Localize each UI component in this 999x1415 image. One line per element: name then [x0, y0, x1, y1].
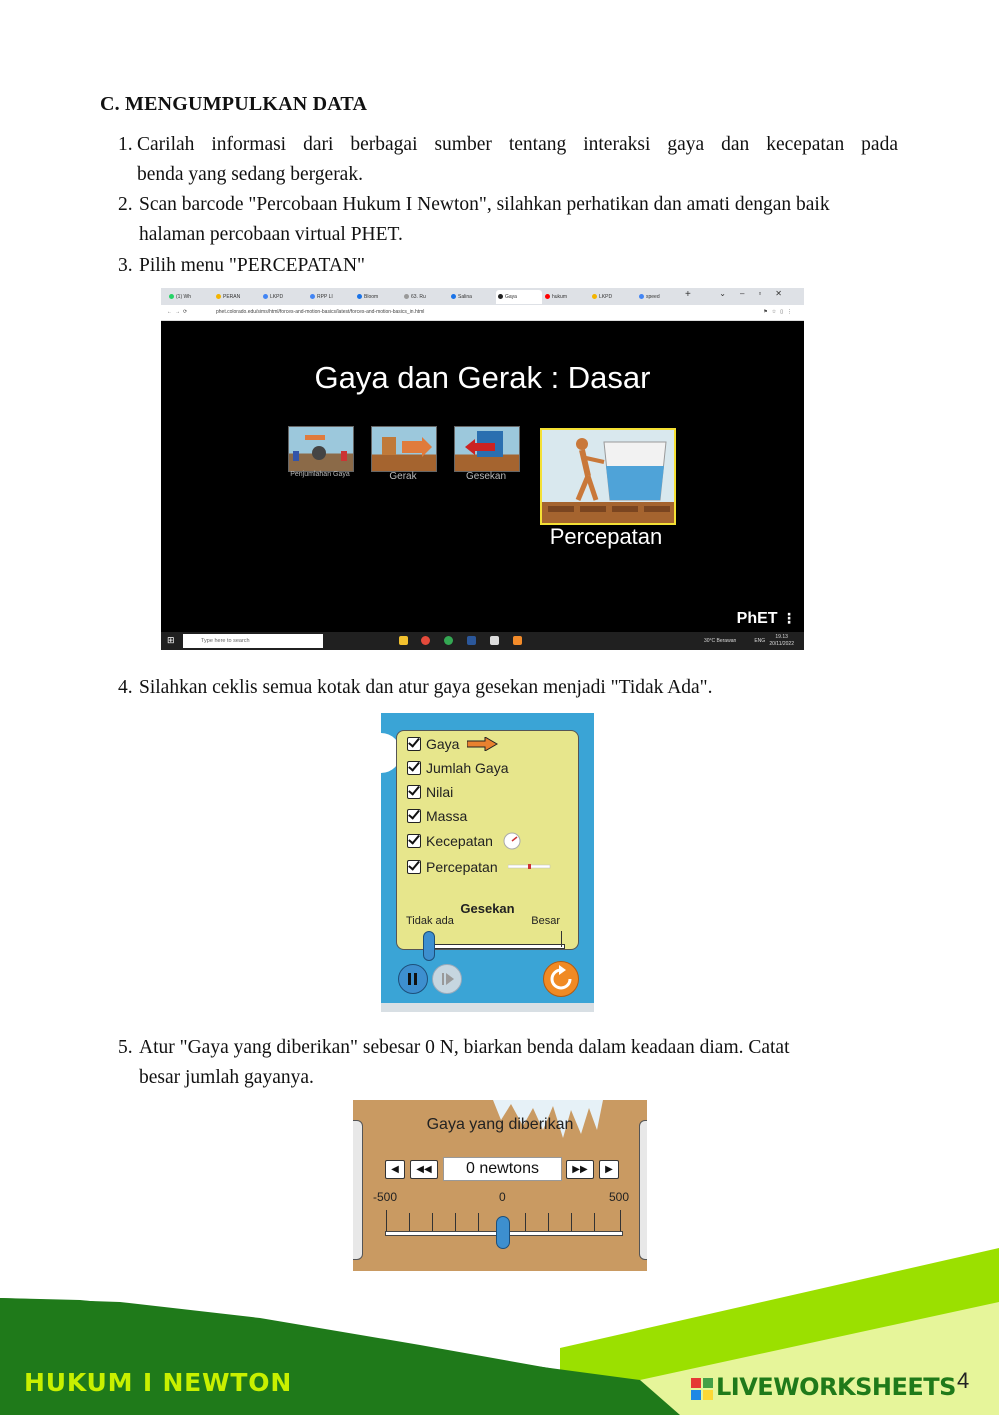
step-button[interactable]: [432, 964, 462, 994]
instruction-3: [118, 251, 718, 281]
windows-taskbar: [161, 632, 804, 650]
language-indicator[interactable]: ENG: [754, 638, 766, 644]
screen-thumb-gerak[interactable]: [371, 426, 437, 472]
applied-force-value[interactable]: 0 newtons: [443, 1157, 562, 1181]
screen-label-gerak[interactable]: Gerak: [389, 471, 417, 482]
tab-favicon-icon: [498, 294, 503, 299]
address-bar[interactable]: [161, 305, 804, 321]
browser-tab[interactable]: (1) Wh: [167, 290, 213, 304]
slider-tick: [478, 1213, 479, 1231]
phet-logo[interactable]: PhET ⋮: [736, 610, 796, 627]
pause-icon: [399, 965, 427, 993]
browser-tools-icon[interactable]: ⚑☆▯⋮: [763, 309, 796, 315]
tug-of-war-icon: [289, 427, 353, 471]
instruction-4: [118, 673, 918, 703]
instruction-1: [118, 130, 898, 190]
tab-favicon-icon: [639, 294, 644, 299]
slider-mid-label: 0: [499, 1190, 506, 1204]
instruction-text: Silahkan ceklis semua kotak dan atur gaya gesekan menjadi "Tidak Ada".: [139, 677, 713, 698]
instruction-2: [118, 190, 918, 250]
browser-tab[interactable]: speed: [637, 290, 683, 304]
slider-tick: [409, 1213, 410, 1231]
instruction-text: Carilah informasi dari berbagai sumber tentang interaksi gaya dan kecepatan pada: [137, 134, 898, 155]
taskbar-search-input[interactable]: Type here to search: [183, 634, 323, 648]
instruction-text: benda yang sedang bergerak.: [137, 164, 363, 185]
tab-favicon-icon: [169, 294, 174, 299]
instruction-text: Pilih menu "PERCEPATAN": [139, 255, 366, 276]
controls-panel: [396, 730, 579, 950]
screen-thumb-percepatan[interactable]: [540, 428, 676, 525]
friction-title: Gesekan: [460, 901, 515, 916]
screen-thumb-penjumlahan-gaya[interactable]: [288, 426, 354, 472]
instruction-text: besar jumlah gayanya.: [139, 1067, 314, 1088]
slider-tick: [561, 931, 562, 947]
browser-tab[interactable]: LKPD: [261, 290, 307, 304]
slider-tick: [432, 1213, 433, 1231]
instruction-text: halaman percobaan virtual PHET.: [139, 224, 403, 245]
reset-icon: [544, 962, 578, 996]
tab-favicon-icon: [216, 294, 221, 299]
checkbox-kecepatan[interactable]: Kecepatan: [407, 832, 523, 850]
force-arrow-icon: [467, 737, 499, 751]
browser-tab[interactable]: hukum: [543, 290, 589, 304]
weather-text: 30°C Berawan: [703, 638, 737, 644]
friction-slider-thumb[interactable]: [423, 931, 435, 961]
browser-tab[interactable]: Salina: [449, 290, 495, 304]
tab-favicon-icon: [545, 294, 550, 299]
decrease-large-button[interactable]: ◀◀: [410, 1160, 438, 1179]
checkbox-gaya[interactable]: Gaya: [407, 735, 499, 753]
browser-tab-active[interactable]: Gaya: [496, 290, 542, 304]
app-icon[interactable]: [513, 636, 522, 645]
applied-force-title: Gaya yang diberikan: [426, 1116, 574, 1133]
windows-start-icon[interactable]: ⊞: [167, 635, 175, 645]
tab-favicon-icon: [263, 294, 268, 299]
tab-favicon-icon: [451, 294, 456, 299]
step-icon: [433, 965, 461, 993]
slider-tick: [455, 1213, 456, 1231]
browser-tab[interactable]: PERAN: [214, 290, 260, 304]
decrease-small-button[interactable]: ◀: [385, 1160, 405, 1179]
slider-tick: [386, 1210, 387, 1232]
window-controls-icon[interactable]: ⌄–▫✕: [719, 289, 796, 298]
screen-thumb-gesekan[interactable]: [454, 426, 520, 472]
liveworksheets-brand: LIVEWORKSHEETS: [716, 1373, 956, 1401]
paint-icon[interactable]: [490, 636, 499, 645]
slider-tick: [525, 1213, 526, 1231]
checkbox-percepatan[interactable]: Percepatan: [407, 858, 552, 876]
friction-max-label: Besar: [531, 915, 560, 927]
browser-tab[interactable]: LKPD: [590, 290, 636, 304]
checkbox-massa[interactable]: Massa: [407, 807, 467, 825]
slider-tick: [548, 1213, 549, 1231]
instruction-text: Scan barcode "Percobaan Hukum I Newton", silahkan perhatikan dan amati dengan baik: [139, 194, 830, 215]
browser-tab-bar: [161, 288, 804, 305]
section-heading: C. MENGUMPULKAN DATA: [100, 93, 368, 115]
url-text[interactable]: phet.colorado.edu/sims/html/forces-and-motion-basics/latest/forces-and-motion-basics_in.html: [216, 309, 425, 315]
friction-min-label: Tidak ada: [406, 915, 454, 927]
clock[interactable]: 19.13 20/11/2022: [769, 633, 794, 647]
checkbox-nilai[interactable]: Nilai: [407, 783, 453, 801]
friction-crate-icon: [455, 427, 519, 471]
tab-favicon-icon: [592, 294, 597, 299]
file-explorer-icon[interactable]: [399, 636, 408, 645]
instruction-number: 3.: [118, 255, 133, 276]
increase-small-button[interactable]: ▶: [599, 1160, 619, 1179]
nav-buttons-icon[interactable]: ←→⟳: [167, 309, 191, 315]
screen-label-percepatan[interactable]: Percepatan: [549, 524, 663, 549]
chrome-profile-icon[interactable]: [444, 636, 453, 645]
controls-screenshot: [381, 713, 594, 1012]
accelerometer-icon: [508, 863, 552, 871]
system-tray: [704, 632, 794, 650]
tab-favicon-icon: [310, 294, 315, 299]
screen-label-gesekan[interactable]: Gesekan: [465, 471, 507, 482]
ground-strip: [381, 1003, 594, 1012]
instruction-number: 1.: [118, 134, 133, 155]
reset-button[interactable]: [543, 961, 579, 997]
word-icon[interactable]: [467, 636, 476, 645]
liveworksheets-logo-icon: [691, 1378, 713, 1400]
instruction-number: 5.: [118, 1037, 133, 1058]
footer-title: HUKUM I NEWTON: [24, 1368, 293, 1397]
phet-home-screenshot: [161, 288, 804, 650]
instruction-number: 2.: [118, 194, 133, 215]
friction-slider-track[interactable]: [429, 944, 565, 949]
tab-favicon-icon: [357, 294, 362, 299]
browser-tab[interactable]: Bloom: [355, 290, 401, 304]
new-tab-icon[interactable]: +: [685, 289, 691, 300]
instruction-number: 4.: [118, 677, 133, 698]
tab-favicon-icon: [404, 294, 409, 299]
slider-max-label: 500: [609, 1190, 630, 1204]
chrome-icon[interactable]: [421, 636, 430, 645]
sim-title: Gaya dan Gerak : Dasar: [314, 360, 651, 395]
slider-tick: [594, 1213, 595, 1231]
screen-label-penjumlahan-gaya[interactable]: Penjumlahan Gaya: [290, 471, 350, 478]
browser-tab[interactable]: 63. Ru: [402, 290, 448, 304]
pause-button[interactable]: [398, 964, 428, 994]
slider-tick: [571, 1213, 572, 1231]
browser-tab[interactable]: RPP LI: [308, 290, 354, 304]
instruction-text: Atur "Gaya yang diberikan" sebesar 0 N, biarkan benda dalam keadaan diam. Catat: [139, 1037, 790, 1058]
slider-tick: [620, 1210, 621, 1232]
checkbox-jumlah-gaya[interactable]: Jumlah Gaya: [407, 759, 508, 777]
slider-min-label: -500: [373, 1190, 398, 1204]
page-number: 4: [957, 1368, 970, 1393]
instruction-5: [118, 1033, 918, 1093]
push-bucket-icon: [542, 430, 674, 523]
increase-large-button[interactable]: ▶▶: [566, 1160, 594, 1179]
speedometer-icon: [501, 832, 523, 850]
push-crate-icon: [372, 427, 436, 471]
